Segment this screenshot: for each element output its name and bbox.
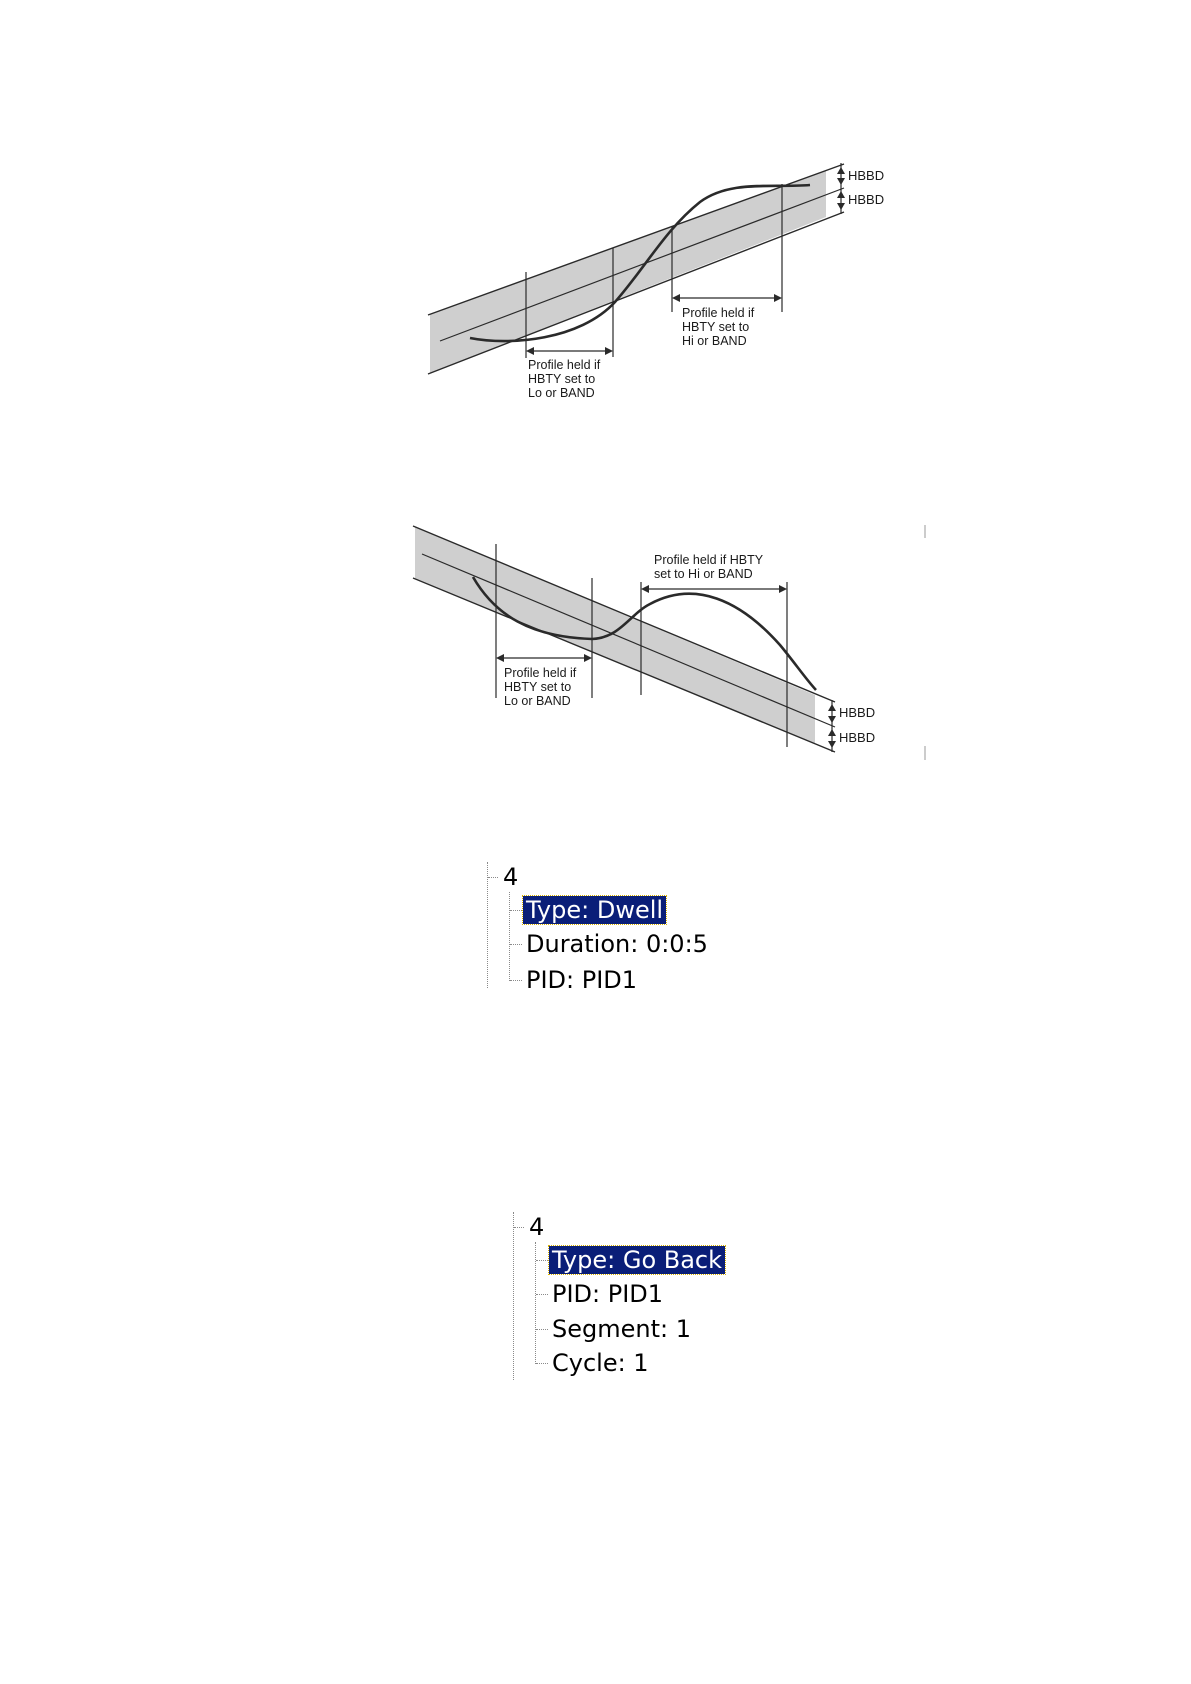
hold-low-text-line: Lo or BAND bbox=[504, 694, 571, 708]
holdback-band bbox=[430, 171, 826, 373]
arrowhead bbox=[779, 585, 787, 593]
tree-connector bbox=[536, 1363, 548, 1364]
hbbd-label-upper: HBBD bbox=[848, 168, 885, 183]
holdback-falling-diagram bbox=[410, 520, 930, 780]
tree-item-type-selected[interactable]: Type: Dwell bbox=[523, 896, 666, 924]
setpoint-line bbox=[440, 188, 844, 341]
tree-connector bbox=[510, 980, 522, 981]
tree-item-duration[interactable]: Duration: 0:0:5 bbox=[526, 930, 708, 958]
hbbd-label-upper: HBBD bbox=[839, 705, 876, 720]
tree-item-type[interactable] bbox=[549, 1245, 725, 1275]
arrowhead bbox=[774, 294, 782, 302]
hbbd-label-lower: HBBD bbox=[839, 730, 876, 745]
tree-connector bbox=[488, 877, 498, 878]
tree-node-segment-4[interactable]: 4 bbox=[529, 1213, 545, 1241]
tree-connector bbox=[509, 892, 510, 981]
tree-item-type[interactable] bbox=[523, 895, 666, 925]
tree-connector bbox=[536, 1260, 548, 1261]
tree-connector bbox=[514, 1227, 524, 1228]
arrowhead bbox=[605, 347, 613, 355]
arrowhead bbox=[837, 191, 845, 198]
setpoint-line bbox=[422, 554, 835, 727]
hold-high-text-line: Profile held if bbox=[682, 306, 755, 320]
segment-tree-dwell bbox=[487, 862, 747, 1002]
arrowhead bbox=[828, 741, 836, 748]
arrowhead bbox=[837, 203, 845, 210]
hold-high-text-line: set to Hi or BAND bbox=[654, 567, 753, 581]
tree-connector bbox=[536, 1294, 548, 1295]
tree-connector bbox=[513, 1212, 514, 1380]
holdback-rising-svg bbox=[420, 160, 920, 420]
tree-connector bbox=[487, 862, 488, 988]
holdback-falling-svg bbox=[410, 520, 930, 780]
arrowhead bbox=[837, 167, 845, 174]
band-upper-edge bbox=[413, 526, 835, 702]
hold-high-text-line: Profile held if HBTY bbox=[654, 553, 764, 567]
arrowhead bbox=[496, 654, 504, 662]
arrowhead bbox=[828, 729, 836, 736]
hold-low-text-line: Lo or BAND bbox=[528, 386, 595, 400]
arrowhead bbox=[828, 704, 836, 711]
band-lower-edge bbox=[413, 578, 835, 752]
hold-high-text-line: Hi or BAND bbox=[682, 334, 747, 348]
tree-connector bbox=[536, 1329, 548, 1330]
tree-connector bbox=[510, 910, 522, 911]
arrowhead bbox=[837, 178, 845, 185]
arrowhead bbox=[641, 585, 649, 593]
hold-low-text-line: HBTY set to bbox=[504, 680, 572, 694]
arrowhead bbox=[828, 716, 836, 723]
tree-item-pid[interactable]: PID: PID1 bbox=[552, 1280, 664, 1308]
arrowhead bbox=[584, 654, 592, 662]
tree-item-pid[interactable]: PID: PID1 bbox=[526, 966, 638, 994]
tree-node-segment-4[interactable]: 4 bbox=[503, 863, 519, 891]
segment-tree-goback bbox=[513, 1212, 773, 1392]
tree-item-segment[interactable]: Segment: 1 bbox=[552, 1315, 691, 1343]
hold-low-text-line: HBTY set to bbox=[528, 372, 596, 386]
arrowhead bbox=[672, 294, 680, 302]
hold-high-text-line: HBTY set to bbox=[682, 320, 750, 334]
tree-item-type-selected[interactable]: Type: Go Back bbox=[549, 1246, 725, 1274]
tree-item-cycle[interactable]: Cycle: 1 bbox=[552, 1349, 649, 1377]
arrowhead bbox=[526, 347, 534, 355]
hold-low-text-line: Profile held if bbox=[528, 358, 601, 372]
hbbd-label-lower: HBBD bbox=[848, 192, 885, 207]
holdback-rising-diagram bbox=[420, 160, 920, 420]
tree-connector bbox=[510, 944, 522, 945]
hold-low-text-line: Profile held if bbox=[504, 666, 577, 680]
